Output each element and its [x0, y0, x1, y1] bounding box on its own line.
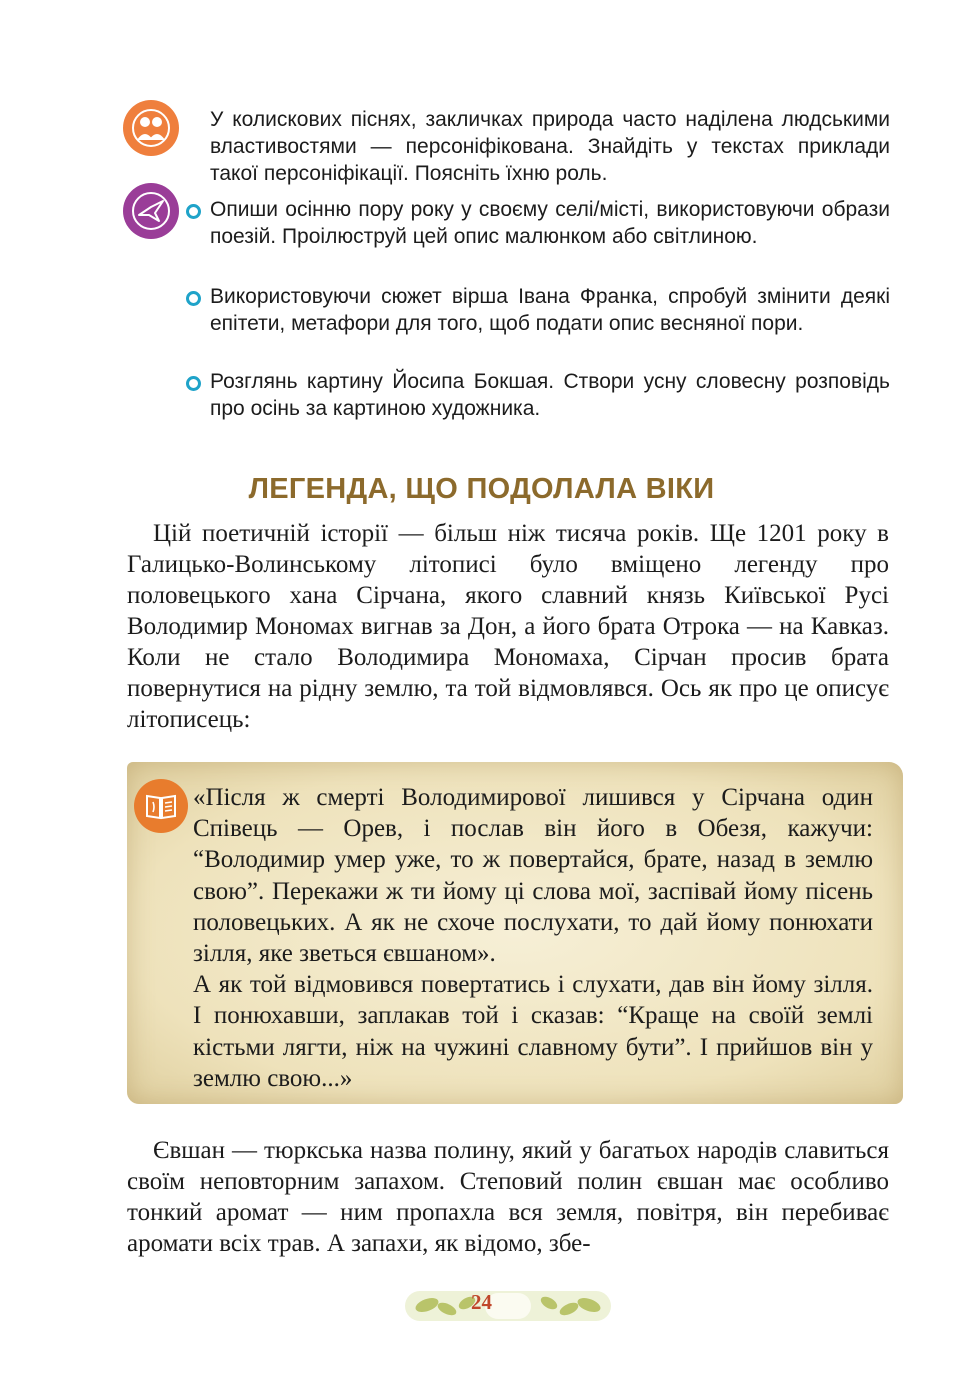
section-title: ЛЕГЕНДА, ЩО ПОДОЛАЛА ВІКИ: [248, 473, 715, 505]
page-number: 24: [471, 1290, 492, 1314]
intro-paragraph: Цій поетичній історії — більш ніж тисяча років. Ще 1201 року в Галицько-Волинському літописі було вміщено легенду про половецького хана Сірчана, якого славний князь Київської Русі Володимир Мономах вигнав за Дон, а його брата Отрока — на Кавказ. Коли не стало Володимира Мономаха, Сірчан просив брата повернутися на рідну землю, та той відмовлявся. Ось як про це описує літописець:: [127, 520, 889, 733]
discussion-task: У колискових піснях, закличках природа часто наділена людськими властивостями — персоніфікована. Знайдіть у текстах приклади такої персоніфікації. Поясніть їхню роль.: [210, 108, 890, 185]
chronicle-quote: [193, 782, 873, 1094]
bullet-icon: [186, 291, 201, 306]
creative-task: Використовуючи сюжет вірша Івана Франка, спробуй змінити деякі епітети, метафори для того, щоб подати опис весняної пори.: [210, 285, 890, 335]
outro-paragraph: Євшан — тюркська назва полину, який у багатьох народів славиться своїм неповторним запахом. Степовий полин євшан має особливо тонкий аромат — ним пропахла вся земля, повітря, він перебиває аромати всіх трав. А запахи, як відомо, збе-: [127, 1137, 889, 1257]
bullet-icon: [186, 376, 201, 391]
bullet-icon: [186, 204, 201, 219]
creative-task: Опиши осінню пору року у своєму селі/місті, використовуючи образи поезій. Проілюструй цей опис малюнком або світлиною.: [210, 198, 890, 248]
quote-part-1: «Після ж смерті Володимирової лишився у Сірчана один Співець — Орев, і послав він його в Обезя, кажучи: “Володимир умер уже, то ж повертайся, брате, назад в землю свою”. Перекажи ж ти йому ці слова мої, заспівай йому пісень половецьких. А як не схоче послухати, то дай йому понюхати зілля, яке зветься євшаном».: [193, 784, 873, 968]
discussion-people-icon: [123, 100, 179, 156]
creative-task: Розглянь картину Йосипа Бокшая. Створи усну словесну розповідь про осінь за картиною художника.: [210, 370, 890, 420]
quote-part-2: А як той відмовився повертатись і слухати, дав він йому зілля. І понюхавши, заплакав той і сказав: “Краще на своїй землі кістьми лягти, ніж на чужині славному бути”. І прийшов він у землю свою...»: [193, 971, 873, 1092]
paper-crane-icon: [123, 183, 179, 239]
book-quote-icon: [134, 779, 188, 833]
